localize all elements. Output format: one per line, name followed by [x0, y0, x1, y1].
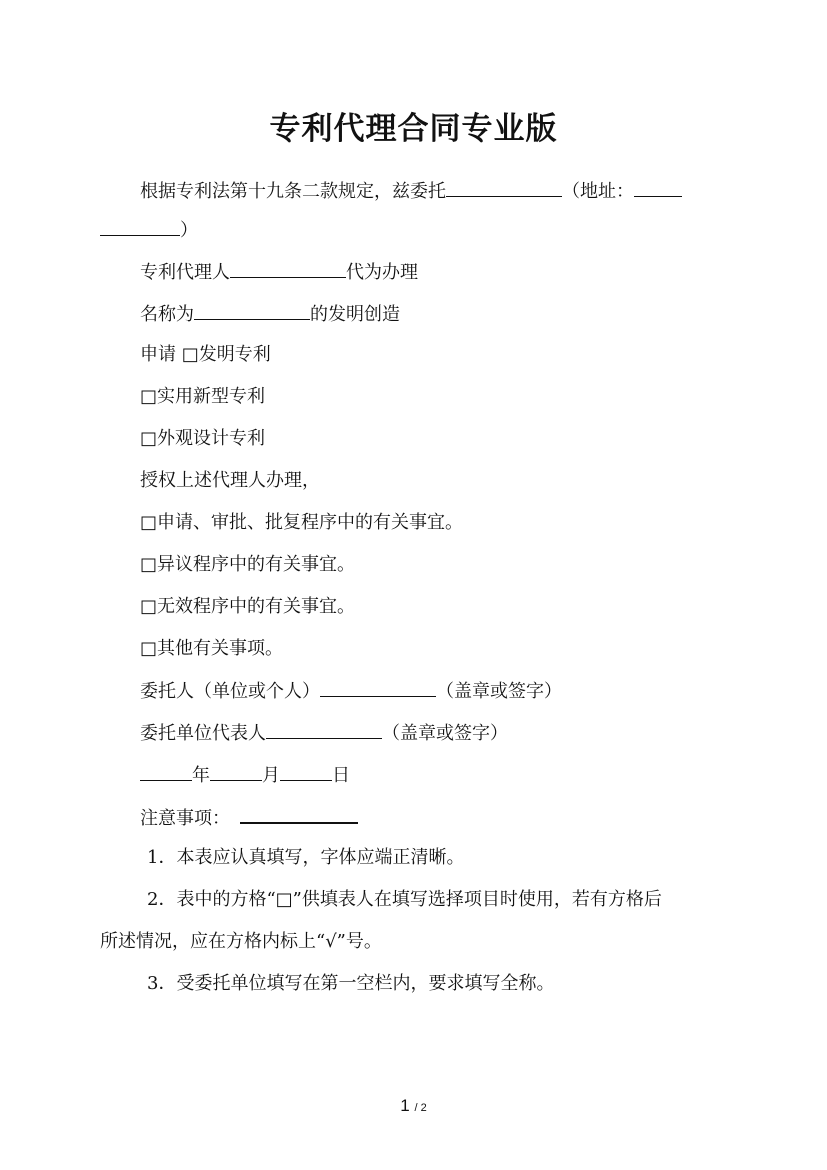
- note-1: 1．本表应认真填写，字体应端正清晰。: [147, 847, 465, 868]
- agent-label: 专利代理人: [140, 262, 230, 283]
- note-2: 2．表中的方格“□”供填表人在填写选择项目时使用，若有方格后: [147, 889, 662, 910]
- agent-line: [140, 259, 418, 285]
- note-2-cont: 所述情况，应在方格内标上“√”号。: [100, 931, 382, 952]
- invention-name-suffix: 的发明创造: [310, 304, 400, 325]
- principal-signature-line: [140, 678, 562, 704]
- invention-name-label: 名称为: [140, 304, 194, 325]
- day-blank: [280, 762, 332, 781]
- authorization-intro: 授权上述代理人办理，: [140, 470, 320, 491]
- date-line: [140, 762, 350, 788]
- page-number: [0, 1096, 827, 1116]
- year-label: 年: [192, 765, 210, 786]
- page-total: / 2: [414, 1102, 427, 1114]
- month-label: 月: [262, 765, 280, 786]
- notes-underline: [240, 804, 358, 824]
- intro-line: [140, 178, 682, 204]
- representative-seal-note: （盖章或签字）: [382, 723, 508, 744]
- principal-blank: [446, 178, 562, 197]
- principal-signature-blank: [320, 678, 436, 697]
- page-current: 1: [400, 1096, 410, 1115]
- intro-close: ）: [180, 220, 198, 241]
- checkbox-other-matters: □其他有关事项。: [140, 638, 284, 659]
- checkbox-design-patent: □外观设计专利: [140, 428, 266, 449]
- note-3: 3．受委托单位填写在第一空栏内，要求填写全称。: [147, 973, 555, 994]
- notes-heading-line: [140, 804, 358, 831]
- invention-name-blank: [194, 301, 310, 320]
- checkbox-opposition-matters: □异议程序中的有关事宜。: [140, 554, 356, 575]
- agent-suffix: 代为办理: [346, 262, 418, 283]
- principal-seal-note: （盖章或签字）: [436, 681, 562, 702]
- notes-heading: 注意事项：: [140, 808, 230, 829]
- address-blank-cont: [100, 217, 180, 236]
- day-label: 日: [332, 765, 350, 786]
- checkbox-invention-patent: □发明专利: [181, 344, 271, 365]
- address-label: （地址：: [562, 181, 634, 202]
- month-blank: [210, 762, 262, 781]
- intro-line-cont: [100, 217, 198, 243]
- representative-label: 委托单位代表人: [140, 723, 266, 744]
- intro-text: 根据专利法第十九条二款规定，兹委托: [140, 181, 446, 202]
- year-blank: [140, 762, 192, 781]
- checkbox-utility-model: □实用新型专利: [140, 386, 266, 407]
- address-blank: [634, 178, 682, 197]
- principal-label: 委托人（单位或个人）: [140, 681, 320, 702]
- checkbox-application-matters: □申请、审批、批复程序中的有关事宜。: [140, 512, 464, 533]
- apply-label: 申请: [140, 344, 176, 365]
- document-title: 专利代理合同专业版: [269, 111, 558, 147]
- representative-signature-blank: [266, 720, 382, 739]
- representative-signature-line: [140, 720, 508, 746]
- apply-line: [140, 343, 271, 367]
- checkbox-invalidation-matters: □无效程序中的有关事宜。: [140, 596, 356, 617]
- agent-blank: [230, 259, 346, 278]
- invention-name-line: [140, 301, 400, 327]
